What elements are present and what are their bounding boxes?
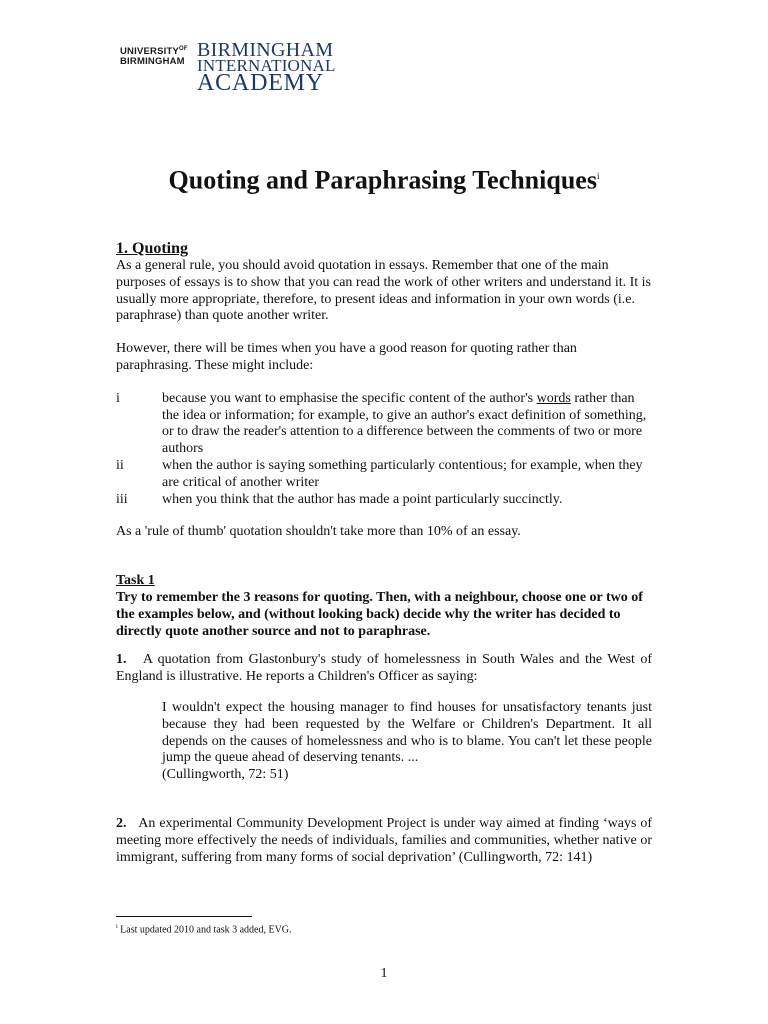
page-title: Quoting and Paraphrasing Techniques$^i$ bbox=[168, 165, 600, 195]
list-item-number: iii bbox=[116, 491, 128, 507]
section-heading-quoting: 1. Quoting bbox=[116, 240, 189, 257]
page-number: 1 bbox=[380, 966, 388, 981]
document-body bbox=[116, 240, 652, 866]
rule-of-thumb-paragraph: As a 'rule of thumb' quotation shouldn't take more than 10% of an essay. bbox=[116, 524, 521, 540]
task-heading: Task 1 bbox=[116, 573, 155, 589]
reasons-list bbox=[116, 391, 652, 509]
list-item-number: i bbox=[116, 390, 120, 406]
list-item-number: ii bbox=[116, 457, 124, 473]
university-wordmark: $UNIVERSITY^{OF}$ BIRMINGHAM bbox=[120, 46, 188, 68]
citation: (Cullingworth, 72: 51) bbox=[162, 767, 289, 783]
title-footnote-marker: i bbox=[596, 171, 600, 181]
quoting-intro-paragraph: As a general rule, you should avoid quotation in essays. Remember that one of the main purposes of essays is to show that you can read the work of other writers and understand it. It is usually more appropriate, therefore, to present ideas and information in your own words (i.e. paraphrase) than quote another writer. bbox=[116, 258, 651, 324]
footnote-divider bbox=[116, 916, 252, 917]
quoting-reasons-intro: However, there will be times when you have a good reason for quoting rather than paraphrasing. These might include: bbox=[116, 341, 577, 373]
task-instructions: Try to remember the 3 reasons for quoting. Then, with a neighbour, choose one or two of the examples below, and (without looking back) decide why the writer has decided to directly quote another source and not to paraphrase. bbox=[116, 589, 643, 639]
footnote: $^i$ Last updated 2010 and task 3 added, EVG. bbox=[116, 924, 292, 936]
example-paragraph: 1. A quotation from Glastonbury's study of homelessness in South Wales and the West of England is illustrative. He reports a Children's Officer as saying: bbox=[116, 652, 653, 685]
example-paragraph: 2. An experimental Community Development Project is under way aimed at finding ‘ways of meeting more effectively the needs of individuals, families and communities, whether native or immigrant, suffering from many forms of social deprivation’ (Cullingworth, 72: 141) bbox=[116, 815, 653, 865]
block-quote: I wouldn't expect the housing manager to find houses for unsatisfactory tenants just because they had been requested by the Welfare or Children's Department. It all depends on the causes of homelessness and who is to blame. You can't let these people jump the queue ahead of deserving tenants. ... bbox=[162, 699, 652, 766]
list-item: because you want to emphasise the specific content of the author's words rather than the idea or information; for example, to give an author's exact definition of something, or to draw the reader's attention to a difference between the comments of two or more authors bbox=[162, 390, 647, 457]
academy-wordmark: BIRMINGHAM INTERNATIONAL ACADEMY bbox=[197, 39, 336, 96]
list-item: when the author is saying something particularly contentious; for example, when they are critical of another writer bbox=[162, 457, 643, 490]
list-item: when you think that the author has made a point particularly succinctly. bbox=[162, 491, 563, 507]
